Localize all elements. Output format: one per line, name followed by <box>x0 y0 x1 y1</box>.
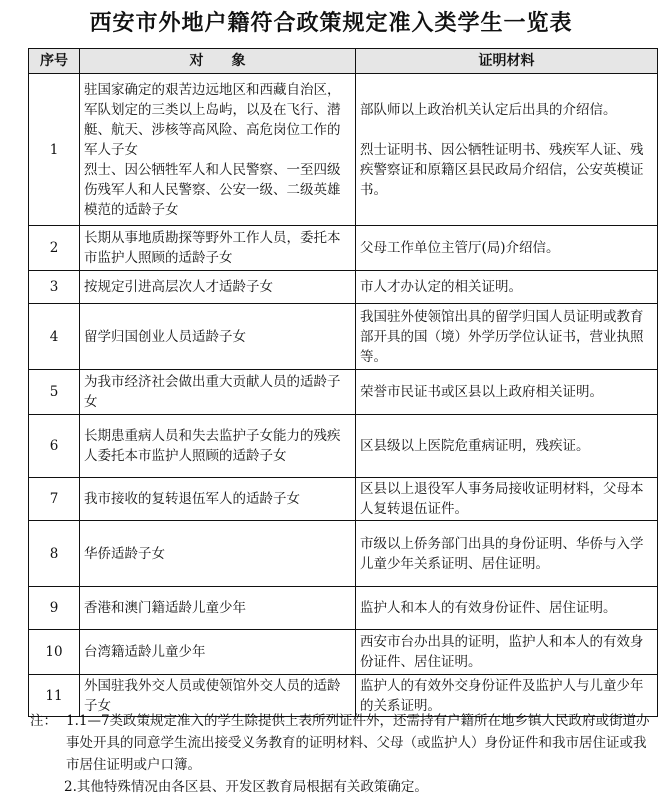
row-object: 留学归国创业人员适龄子女 <box>80 304 356 370</box>
header-proof: 证明材料 <box>356 49 658 74</box>
row-seq: 9 <box>29 587 80 630</box>
row-proof: 我国驻外使领馆出具的留学归国人员证明或教育部开具的国（境）外学历学位认证书，营业执照等。 <box>356 304 658 370</box>
row-seq: 3 <box>29 271 80 304</box>
row-object: 按规定引进高层次人才适龄子女 <box>80 271 356 304</box>
row-proof: 荣誉市民证书或区县以上政府相关证明。 <box>356 370 658 415</box>
table-row <box>29 587 658 630</box>
notes-section <box>30 710 657 798</box>
table-header-row <box>29 49 658 74</box>
table-row <box>29 415 658 478</box>
row-seq: 7 <box>29 478 80 521</box>
row-seq: 5 <box>29 370 80 415</box>
row-proof: 父母工作单位主管厅(局)介绍信。 <box>356 226 658 271</box>
row-proof: 监护人和本人的有效身份证件、居住证明。 <box>356 587 658 630</box>
row-seq: 2 <box>29 226 80 271</box>
row-object: 长期从事地质勘探等野外工作人员，委托本市监护人照顾的适龄子女 <box>80 226 356 271</box>
row-seq: 6 <box>29 415 80 478</box>
row-proof: 市级以上侨务部门出具的身份证明、华侨与入学儿童少年关系证明、居住证明。 <box>356 521 658 587</box>
note-1 <box>30 710 657 776</box>
table-row <box>29 271 658 304</box>
row-object-part-b: 烈士、因公牺牲军人和人民警察、一至四级伤残军人和人民警察、公安一级、二级英雄模范的适龄子女 <box>84 161 341 218</box>
table-row <box>29 304 658 370</box>
row-proof: 监护人的有效外交身份证件及监护人与儿童少年的关系证明。 <box>356 675 658 717</box>
row-seq: 8 <box>29 521 80 587</box>
row-object-part-a: 驻国家确定的艰苦边远地区和西藏自治区，军队划定的三类以上岛屿，以及在飞行、潜艇、航天、涉核等高风险、高危岗位工作的军人子女 <box>84 81 341 158</box>
row-proof: 区县级以上医院危重病证明，残疾证。 <box>356 415 658 478</box>
row-object: 外国驻我外交人员或使领馆外交人员的适龄子女 <box>80 675 356 717</box>
row-object <box>80 74 356 226</box>
row-seq: 10 <box>29 630 80 675</box>
row-object: 台湾籍适龄儿童少年 <box>80 630 356 675</box>
note-2-text: 2.其他特殊情况由各区县、开发区教育局根据有关政策确定。 <box>64 779 428 795</box>
row-object: 香港和澳门籍适龄儿童少年 <box>80 587 356 630</box>
row-proof: 市人才办认定的相关证明。 <box>356 271 658 304</box>
note-1-text: 1.1—7类政策规定准入的学生除提供上表所列证件外，还需持有户籍所在地乡镇人民政府或街道办事处开具的同意学生流出接受义务教育的证明材料、父母（或监护人）身份证件和我市居住证或我市居住证明或户口簿。 <box>66 713 650 773</box>
header-seq: 序号 <box>29 49 80 74</box>
row-seq: 11 <box>29 675 80 717</box>
row-proof-gap <box>360 120 653 140</box>
table-row <box>29 478 658 521</box>
row-proof: 西安市台办出具的证明，监护人和本人的有效身份证件、居住证明。 <box>356 630 658 675</box>
table-row <box>29 226 658 271</box>
row-proof-part-b: 烈士证明书、因公牺牲证明书、残疾军人证、残疾警察证和原籍区县民政局介绍信，公安英模证书。 <box>360 141 644 198</box>
table-row <box>29 521 658 587</box>
row-object: 长期患重病人员和失去监护子女能力的残疾人委托本市监护人照顾的适龄子女 <box>80 415 356 478</box>
row-object: 华侨适龄子女 <box>80 521 356 587</box>
table-row <box>29 74 658 226</box>
page-title: 西安市外地户籍符合政策规定准入类学生一览表 <box>89 10 573 36</box>
policy-table <box>28 48 658 717</box>
table-row <box>29 630 658 675</box>
row-object: 我市接收的复转退伍军人的适龄子女 <box>80 478 356 521</box>
header-object: 对 象 <box>80 49 356 74</box>
row-proof <box>356 74 658 226</box>
row-proof: 区县以上退役军人事务局接收证明材料，父母本人复转退伍证件。 <box>356 478 658 521</box>
row-object: 为我市经济社会做出重大贡献人员的适龄子女 <box>80 370 356 415</box>
row-proof-part-a: 部队师以上政治机关认定后出具的介绍信。 <box>360 101 617 118</box>
row-seq: 1 <box>29 74 80 226</box>
table-row <box>29 370 658 415</box>
row-seq: 4 <box>29 304 80 370</box>
notes-label: 注： <box>30 713 57 729</box>
